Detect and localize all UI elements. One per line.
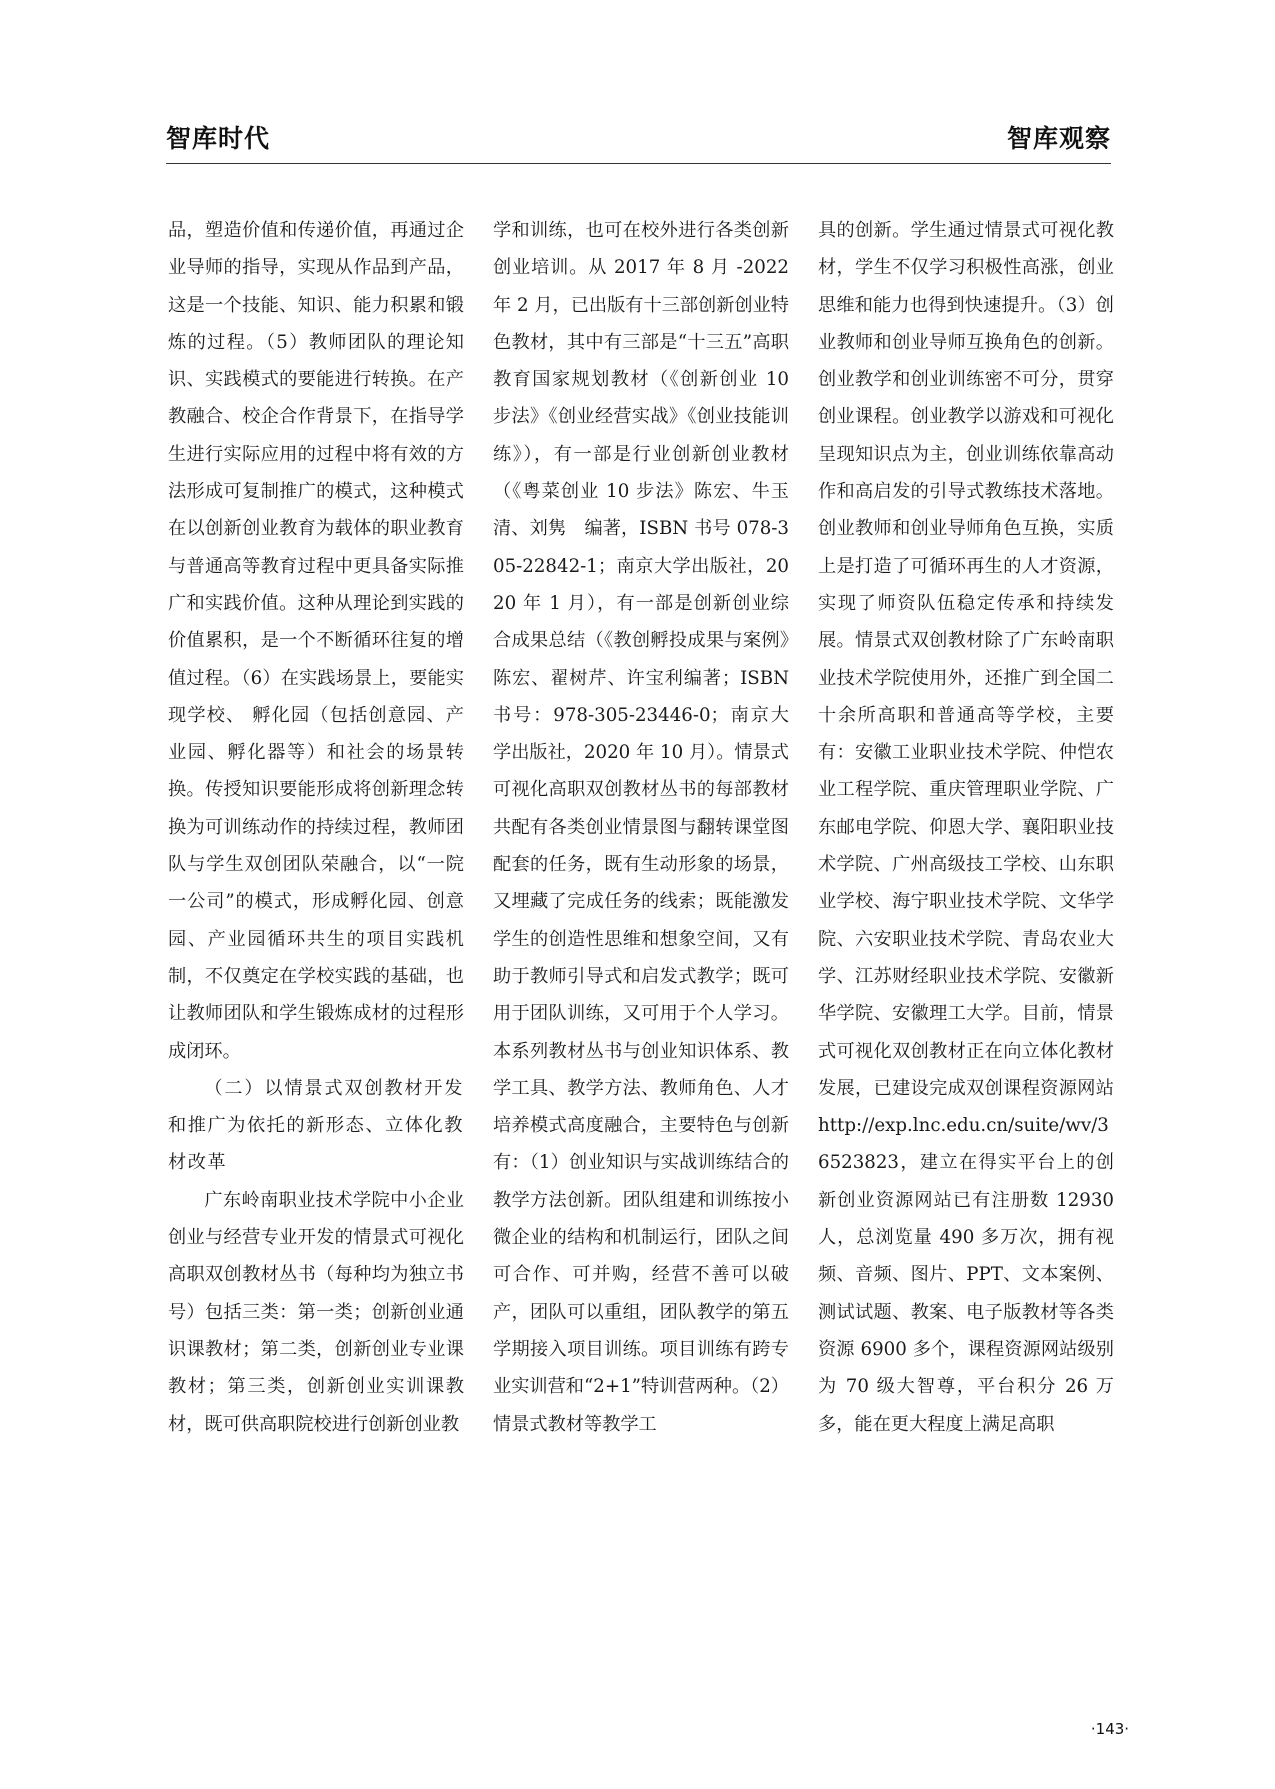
header-divider [166,163,1111,164]
journal-name: 智库时代 [166,124,271,153]
section-subheading: （二）以情景式双创教材开发和推广为依托的新形态、立体化教材改革 [168,1077,464,1174]
section-name: 智库观察 [1006,124,1111,153]
text-column-3 [818,212,1114,1712]
paragraph: 广东岭南职业技术学院中小企业创业与经营专业开发的情景式可视化高职双创教材丛书（每种均为独立书号）包括三类：第一类；创新创业通识课教材；第二类，创新创业专业课教材；第三类，创新创业实训课教材，既可供高职院校进行创新创业教 [168,1189,464,1435]
paragraph: 具的创新。学生通过情景式可视化教材，学生不仅学习积极性高涨，创业思维和能力也得到快速提升。（3）创业教师和创业导师互换角色的创新。创业教学和创业训练密不可分，贯穿创业课程。创业教学以游戏和可视化呈现知识点为主，创业训练依靠高动作和高启发的引导式教练技术落地。创业教师和创业导师角色互换，实质上是打造了可循环再生的人才资源，实现了师资队伍稳定传承和持续发展。情景式双创教材除了广东岭南职业技术学院使用外，还推广到全国二十余所高职和普通高等学校，主要有：安徽工业职业技术学院、仲恺农业工程学院、重庆管理职业学院、广东邮电学院、仰恩大学、襄阳职业技术学院、广州高级技工学校、山东职业学校、海宁职业技术学院、文华学院、六安职业技术学院、青岛农业大学、江苏财经职业技术学院、安徽新华学院、安徽理工大学。目前，情景式可视化双创教材正在向立体化教材发展，已建设完成双创课程资源网站 http://exp.lnc.edu.cn/suite/wv/36523823，建立在得实平台上的创新创业资源网站已有注册数 12930 人，总浏览量 490 多万次，拥有视频、音频、图片、PPT、文本案例、测试试题、教案、电子版教材等各类资源 6900 多个，课程资源网站级别为 70 级大智尊，平台积分 26 万多，能在更大程度上满足高职 [818,220,1114,1435]
text-column-1 [168,212,464,1712]
page-number: ·143· [1090,1720,1130,1738]
text-column-2 [493,212,789,1712]
paragraph: 品，塑造价值和传递价值，再通过企业导师的指导，实现从作品到产品，这是一个技能、知识、能力积累和锻炼的过程。（5）教师团队的理论知识、实践模式的要能进行转换。在产教融合、校企合作背景下，在指导学生进行实际应用的过程中将有效的方法形成可复制推广的模式，这种模式在以创新创业教育为载体的职业教育与普通高等教育过程中更具备实际推广和实践价值。这种从理论到实践的价值累积，是一个不断循环往复的增值过程。（6）在实践场景上，要能实现学校、 孵化园（包括创意园、产业园、孵化器等）和社会的场景转换。传授知识要能形成将创新理念转换为可训练动作的持续过程，教师团队与学生双创团队荣融合，以“一院一公司”的模式，形成孵化园、创意园、产业园循环共生的项目实践机制，不仅奠定在学校实践的基础，也让教师团队和学生锻炼成材的过程形成闭环。 [168,220,464,1062]
paragraph: 学和训练，也可在校外进行各类创新创业培训。从 2017 年 8 月 -2022 年 2 月，已出版有十三部创新创业特色教材，其中有三部是“十三五”高职教育国家规划教材（《创新创业 10 步法》《创业经营实战》《创业技能训练》），有一部是行业创新创业教材（《粤菜创业 10 步法》陈宏、牛玉清、刘隽 编著，ISBN 书号 078-305-22842-1；南京大学出版社，2020 年 1 月），有一部是创新创业综合成果总结（《教创孵投成果与案例》陈宏、翟树芹、许宝利编著；ISBN 书号：978-305-23446-0；南京大学出版社，2020 年 10 月）。情景式可视化高职双创教材丛书的每部教材共配有各类创业情景图与翻转课堂图配套的任务，既有生动形象的场景，又埋藏了完成任务的线索；既能激发学生的创造性思维和想象空间，又有助于教师引导式和启发式教学；既可用于团队训练，又可用于个人学习。本系列教材丛书与创业知识体系、教学工具、教学方法、教师角色、人才培养模式高度融合，主要特色与创新有：（1）创业知识与实战训练结合的教学方法创新。团队组建和训练按小微企业的结构和机制运行，团队之间可合作、可并购，经营不善可以破产，团队可以重组，团队教学的第五学期接入项目训练。项目训练有跨专业实训营和“2+1”特训营两种。（2）情景式教材等教学工 [493,220,789,1435]
